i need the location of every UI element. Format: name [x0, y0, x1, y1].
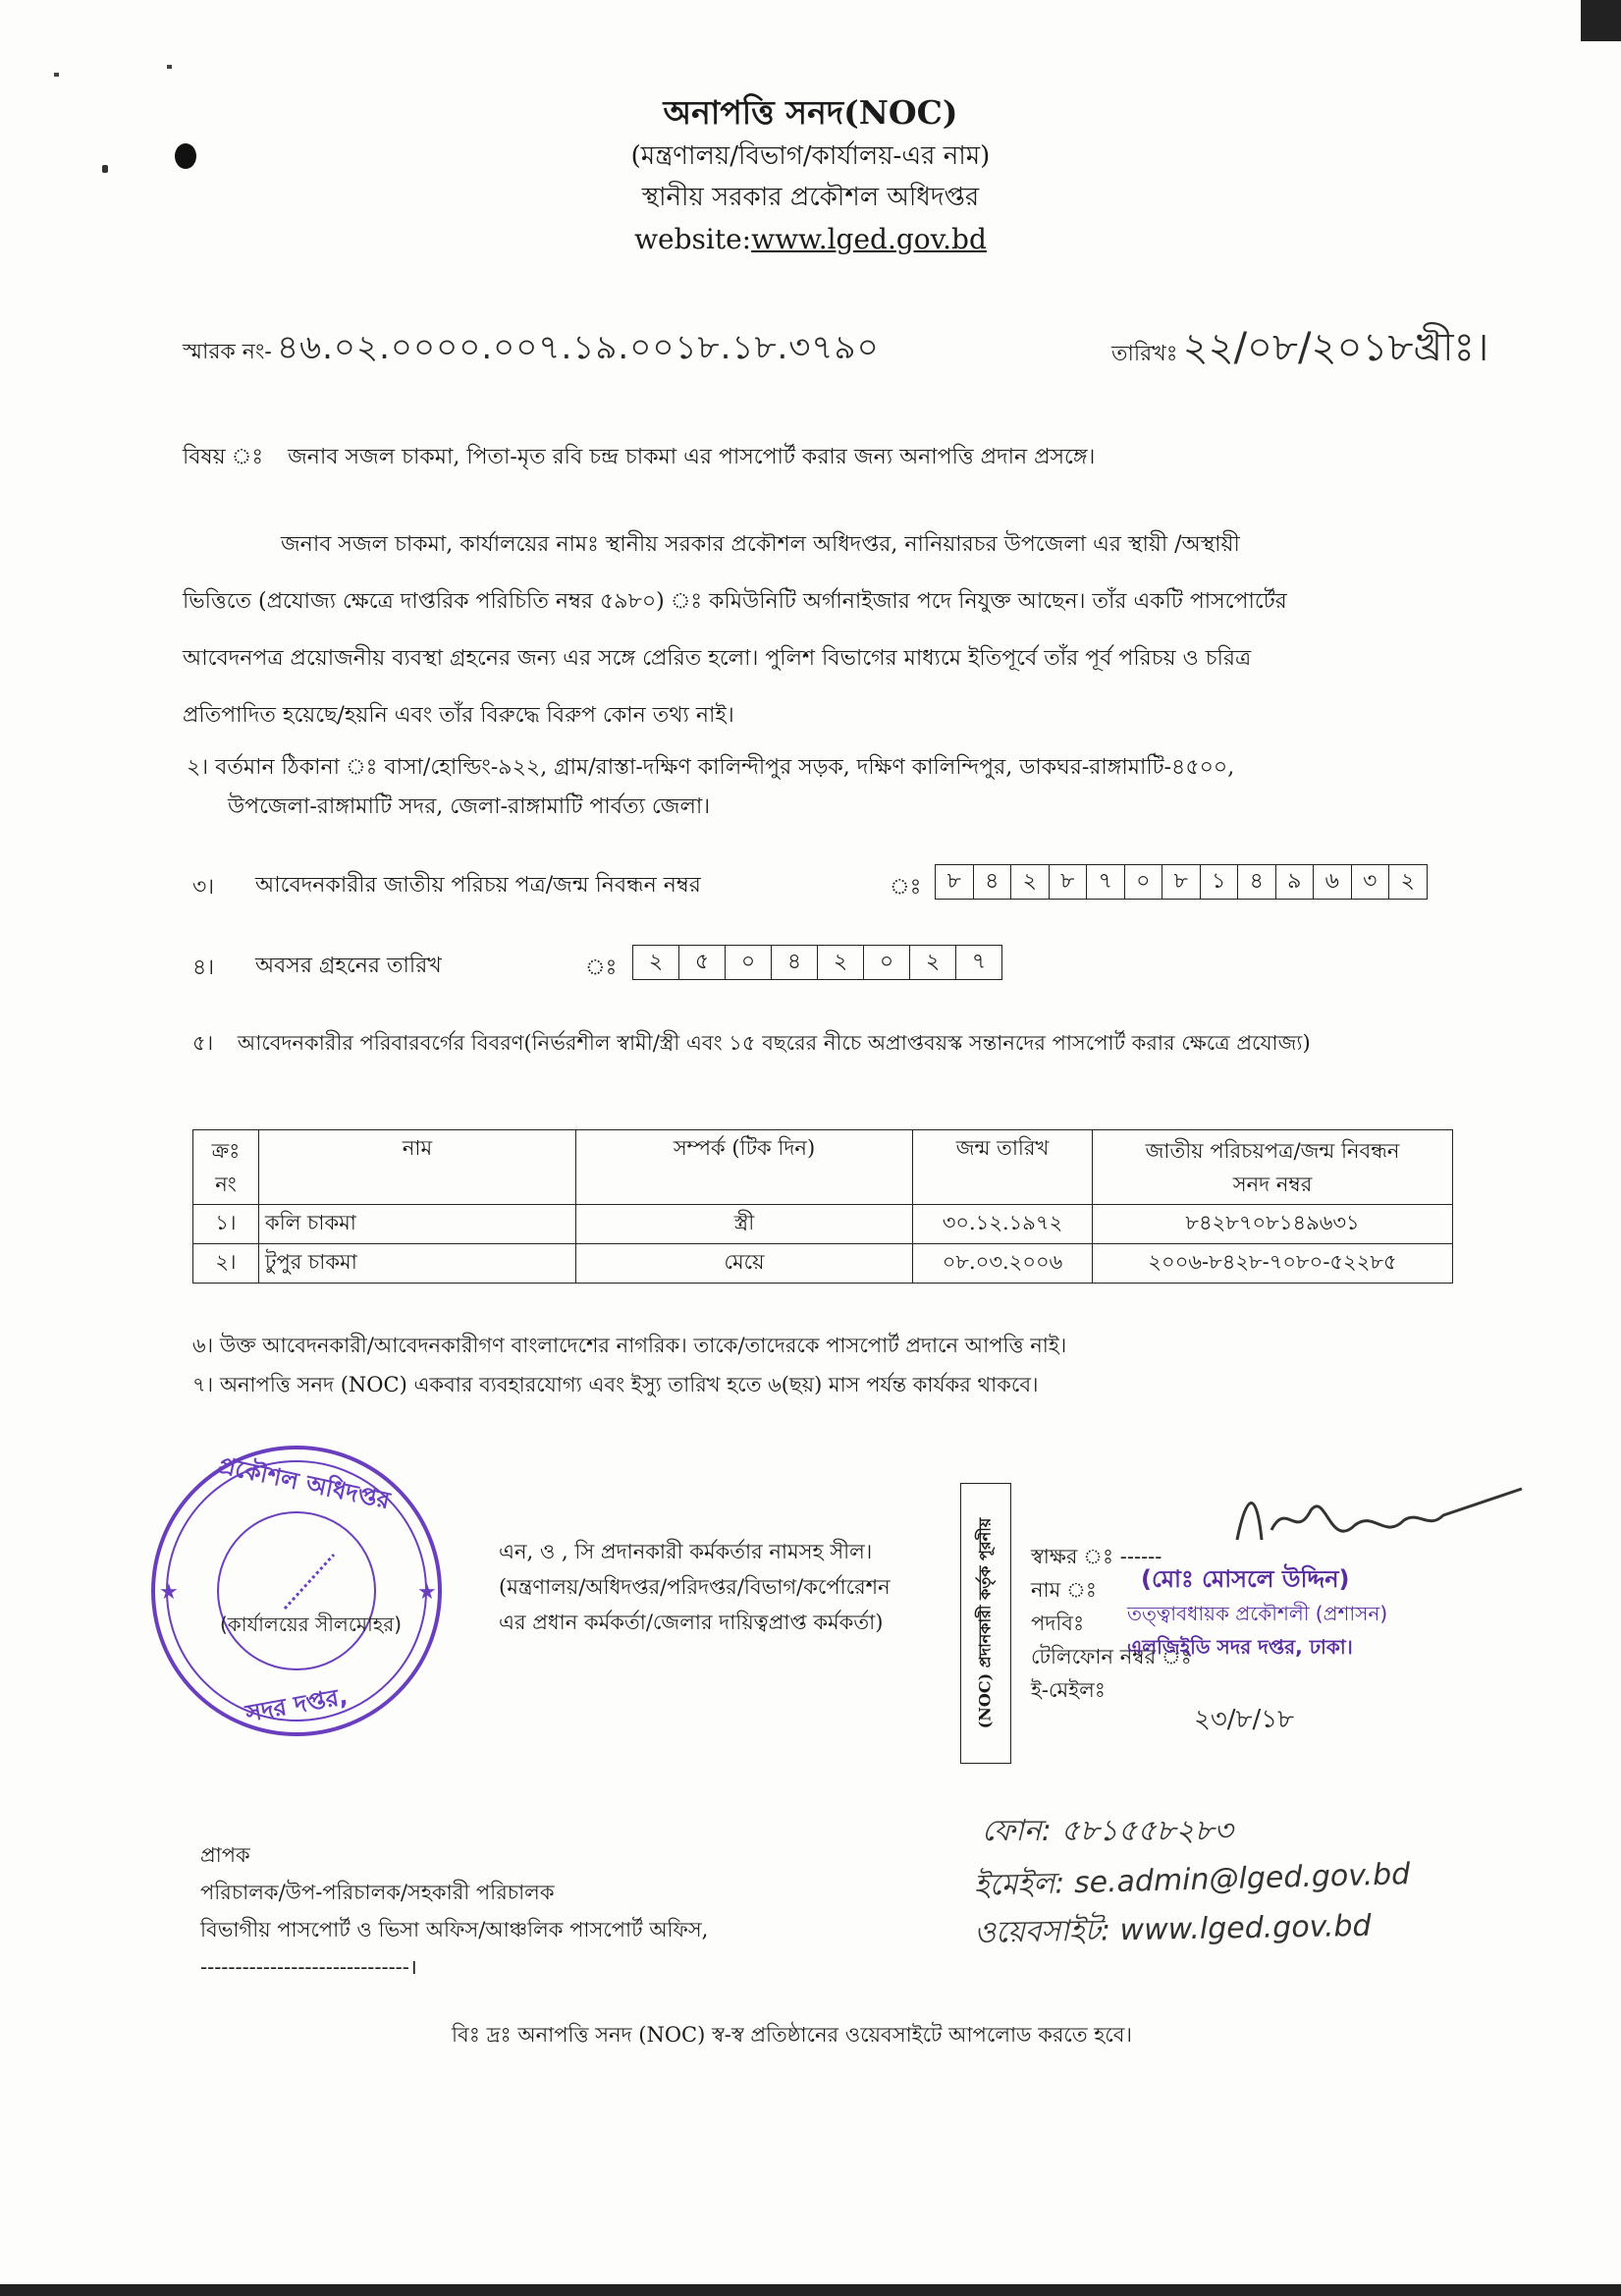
retirement-digit: ০: [726, 946, 772, 979]
subject-label: বিষয় ঃ: [183, 445, 264, 469]
name-header: নাম: [259, 1130, 576, 1205]
body-line-1: জনাব সজল চাকমা, কার্যালয়ের নামঃ স্থানীয় সরকার প্রকৌশল অধিদপ্তর, নানিয়ারচর উপজেলা এর স্থায়ী /অস্থায়ী: [281, 532, 1240, 557]
post-stamp-line-1: তত্ত্বাবধায়ক প্রকৌশলী (প্রশাসন): [1127, 1602, 1388, 1625]
nid-digit: ৪: [974, 865, 1012, 899]
recipient-block: [200, 1836, 708, 1986]
issuer-fill-box: [960, 1483, 1011, 1764]
declaration-points: [192, 1326, 1066, 1404]
point-6: ৬। উক্ত আবেদনকারী/আবেদনকারীগণ বাংলাদেশের নাগরিক। তাকে/তাদেরকে পাসপোর্ট প্রদানে আপত্তি নাই।: [192, 1334, 1067, 1357]
dob-header: জন্ম তারিখ: [913, 1130, 1093, 1205]
memo-number: ৪৬.০২.০০০০.০০৭.১৯.০০১৮.১৮.৩৭৯০: [276, 328, 880, 367]
body-line-2: ভিত্তিতে (প্রযোজ্য ক্ষেত্রে দাপ্তরিক পরিচিতি নম্বর ৫৯৮০) ঃ কমিউনিটি অর্গানাইজার পদে নিযুক্ত আছেন। তাঁর একটি পাসপোর্টের: [183, 589, 1287, 614]
scan-speck: [167, 65, 172, 69]
body-line-3: আবেদনপত্র প্রয়োজনীয় ব্যবস্থা গ্রহনের জন্য এর সঙ্গে প্রেরিত হলো। পুলিশ বিভাগের মাধ্যমে ইতিপূর্বে তাঁর পূর্ব পরিচয় ও চরিত্র: [183, 646, 1252, 671]
nid-header-top: জাতীয় পরিচয়পত্র/জন্ম নিবন্ধন: [1145, 1138, 1400, 1163]
table-row: [193, 1244, 1453, 1284]
email-label: ই-মেইলঃ: [1031, 1678, 1106, 1702]
post-label: পদবিঃ: [1031, 1612, 1085, 1635]
retirement-digit: ৭: [971, 950, 987, 974]
nid-digit: ৮: [1050, 865, 1088, 899]
issuer-line-3: এর প্রধান কর্মকর্তা/জেলার দায়িত্বপ্রাপ্ত কর্মকর্তা): [499, 1611, 884, 1634]
subject-text: জনাব সজল চাকমা, পিতা-মৃত রবি চন্দ্র চাকমা এর পাসপোর্ট করার জন্য অনাপত্তি প্রদান প্রসঙ্গে।: [288, 445, 1096, 469]
issuer-fill-box-text: (NOC) প্রদানকারী কর্তৃক পূরনীয়: [975, 1517, 995, 1729]
sign-label: স্বাক্ষর ঃ ------: [1031, 1545, 1162, 1568]
document-title: অনাপত্তি সনদ(NOC): [663, 93, 958, 132]
row-relation: মেয়ে: [576, 1244, 913, 1284]
memo-reference: [183, 322, 880, 378]
seal-ring-top: প্রকৌশল অধিদপ্তর: [215, 1450, 393, 1515]
nid-row: [192, 864, 1469, 903]
nid-digit: ৪: [1238, 865, 1276, 899]
family-intro-text: আবেদনকারীর পরিবারবর্গের বিবরণ(নির্ভরশীল স্বামী/স্ত্রী এবং ১৫ বছরের নীচে অপ্রাপ্তবয়স্ক সন্তানদের পাসপোর্ট করার ক্ষেত্রে প্রযোজ্য): [237, 1031, 1311, 1055]
name-label: নাম ঃ: [1031, 1578, 1097, 1602]
nid-digit: ৭: [1087, 865, 1125, 899]
scan-speck: [54, 73, 59, 77]
nid-label: আবেদনকারীর জাতীয় পরিচয় পত্র/জন্ম নিবন্ধন নম্বর: [255, 873, 701, 898]
address-line-1: ২। বর্তমান ঠিকানা ঃ বাসা/হোল্ডিং-৯২২, গ্রাম/রাস্তা-দক্ষিণ কালিন্দীপুর সড়ক, দক্ষিণ কালিন্দিপুর, ডাকঘর-রাঙ্গামাটি-৪৫০০,: [187, 755, 1235, 780]
address-line-2: উপজেলা-রাঙ্গামাটি সদর, জেলা-রাঙ্গামাটি পার্বত্য জেলা।: [228, 794, 711, 819]
nid-digit: ০: [1125, 865, 1163, 899]
nid-digit: ২: [1011, 865, 1050, 899]
nid-digit: ৩: [1352, 865, 1390, 899]
family-intro: [192, 1027, 1311, 1062]
issuer-line-1: এন, ও , সি প্রদানকারী কর্মকর্তার নামসহ সীল।: [499, 1540, 873, 1563]
website-link[interactable]: www.lged.gov.bd: [751, 223, 987, 255]
retirement-digit-boxes: [632, 945, 1002, 980]
retirement-digit: ২: [633, 946, 679, 979]
row-name: টুপুর চাকমা: [259, 1244, 576, 1284]
issuer-line-2: (মন্ত্রণালয়/অধিদপ্তর/পরিদপ্তর/বিভাগ/কর্পোরেশন: [499, 1575, 891, 1599]
handwritten-contact: [974, 1807, 1410, 1954]
handwritten-email: ইমেইল: se.admin@lged.gov.bd: [973, 1857, 1411, 1903]
date-label: তারিখঃ: [1111, 342, 1178, 366]
row-dob: ০৮.০৩.২০০৬: [913, 1244, 1093, 1284]
nid-digit: ৬: [1314, 865, 1352, 899]
body-line-4: প্রতিপাদিত হয়েছে/হয়নি এবং তাঁর বিরুদ্ধে বিরুপ কোন তথ্য নাই।: [183, 703, 734, 728]
memo-label: স্মারক নং-: [183, 340, 272, 364]
sign-date: ২৩/৮/১৮: [1194, 1705, 1294, 1734]
recipient-line-2: বিভাগীয় পাসপোর্ট ও ভিসা অফিস/আঞ্চলিক পাসপোর্ট অফিস,: [200, 1918, 709, 1941]
row-nid: ৮৪২৮৭০৮১৪৯৬৩১: [1093, 1205, 1453, 1244]
serial-header-bottom: নং: [215, 1172, 237, 1196]
address-block: [187, 748, 1234, 827]
nid-header: [1093, 1130, 1453, 1205]
ministry-line: (মন্ত্রণালয়/বিভাগ/কার্যালয়-এর নাম): [630, 141, 991, 171]
row-nid: ২০০৬-৮৪২৮-৭০৮০-৫২২৮৫: [1093, 1244, 1453, 1284]
document-header: [0, 90, 1621, 261]
nid-digit-boxes: [935, 864, 1428, 900]
name-stamp: (মোঃ মোসলে উদ্দিন): [1141, 1565, 1350, 1593]
row-serial: ২।: [193, 1244, 259, 1284]
retirement-digit: ৫: [679, 946, 726, 979]
nid-digit: ৮: [936, 865, 974, 899]
website-label: website:: [634, 223, 752, 255]
row-dob: ৩০.১২.১৯৭২: [913, 1205, 1093, 1244]
body-paragraph: [183, 517, 1459, 744]
phone-label: টেলিফোন নম্বর ঃ: [1031, 1645, 1192, 1668]
svg-text:★: ★: [159, 1580, 179, 1605]
subject-line: [183, 440, 1095, 476]
website-line: [0, 218, 1621, 261]
relation-header: সম্পর্ক (টিক দিন): [576, 1130, 913, 1205]
nid-digit: ২: [1400, 869, 1415, 894]
post-stamp: [1127, 1597, 1387, 1664]
retirement-colon: ঃ: [585, 956, 618, 980]
retirement-digit: ০: [864, 946, 910, 979]
nid-header-bottom: সনদ নম্বর: [1232, 1172, 1313, 1196]
seal-caption: (কার্যালয়ের সীলমোহর): [220, 1613, 403, 1636]
family-table: [192, 1129, 1453, 1284]
point-7: ৭। অনাপত্তি সনদ (NOC) একবার ব্যবহারযোগ্য এবং ইস্যু তারিখ হতে ৬(ছয়) মাস পর্যন্ত কার্যকর থাকবে।: [192, 1373, 1039, 1396]
scan-border-top-right: [1581, 0, 1621, 41]
serial-header-top: ক্রঃ: [211, 1138, 241, 1163]
svg-text:★: ★: [417, 1580, 437, 1605]
post-stamp-line-2: এলজিইডি সদর দপ্তর, ঢাকা।: [1127, 1635, 1353, 1659]
row-serial: ১।: [193, 1205, 259, 1244]
family-intro-number: ৫।: [192, 1031, 214, 1055]
serial-header: [193, 1130, 259, 1205]
issue-date: [1111, 316, 1488, 382]
retirement-number-label: ৪।: [192, 956, 215, 980]
date-value: ২২/০৮/২০১৮খ্রীঃ।: [1182, 325, 1489, 370]
recipient-line-3: ------------------------------।: [200, 1955, 417, 1979]
handwritten-phone: ফোন: ৫৮১৫৫৮২৮৩: [982, 1814, 1233, 1848]
retirement-digit: ৪: [772, 946, 818, 979]
footnote: বিঃ দ্রঃ অনাপত্তি সনদ (NOC) স্ব-স্ব প্রতিষ্ঠানের ওয়েবসাইটে আপলোড করতে হবে।: [452, 2023, 1132, 2047]
table-row: [193, 1205, 1453, 1244]
issuer-info: [499, 1534, 891, 1640]
retirement-row: [192, 945, 1272, 984]
recipient-label: প্রাপক: [200, 1843, 250, 1867]
office-name: স্থানীয় সরকার প্রকৌশল অধিদপ্তর: [641, 183, 980, 212]
handwritten-web: ওয়েবসাইট: www.lged.gov.bd: [973, 1908, 1372, 1950]
retirement-label: অবসর গ্রহনের তারিখ: [255, 954, 442, 978]
family-table-header: [193, 1130, 1453, 1205]
office-seal: [147, 1442, 446, 1740]
retirement-digit: ২: [910, 946, 956, 979]
nid-number-label: ৩।: [192, 875, 215, 900]
nid-digit: ৮: [1162, 865, 1201, 899]
row-relation: স্ত্রী: [576, 1205, 913, 1244]
retirement-digit: ২: [818, 946, 864, 979]
nid-digit: ৯: [1276, 865, 1315, 899]
seal-ring-bottom: সদর দপ্তর,: [243, 1682, 350, 1727]
nid-digit: ১: [1201, 865, 1239, 899]
scan-border-bottom: [0, 2284, 1621, 2296]
row-name: কলি চাকমা: [259, 1205, 576, 1244]
nid-colon: ঃ: [890, 875, 922, 900]
recipient-line-1: পরিচালক/উপ-পরিচালক/সহকারী পরিচালক: [200, 1881, 555, 1904]
